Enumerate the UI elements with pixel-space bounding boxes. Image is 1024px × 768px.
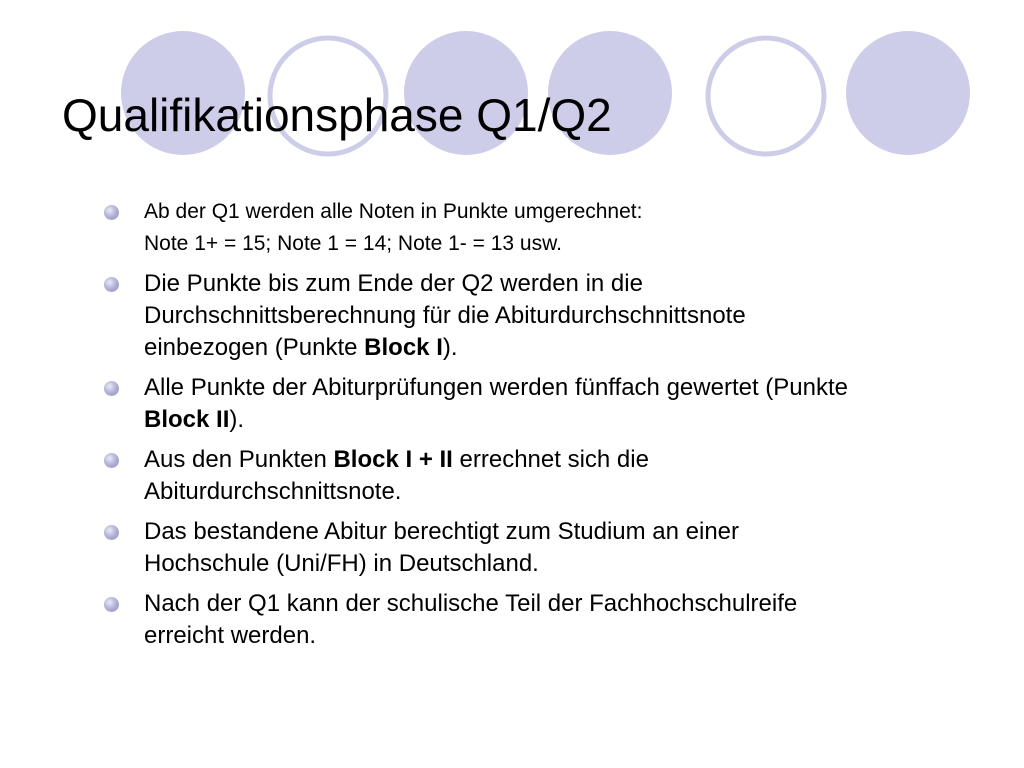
bullet-text: ). [229,406,245,433]
bold-term: Block II [144,406,230,433]
bullet-text: einbezogen (Punkte [144,334,365,361]
bullet-icon [104,205,119,220]
bold-term: Block I [364,334,443,361]
bullet-item [104,372,994,436]
bullet-text: errechnet sich die [452,446,649,473]
bullet-text: Nach der Q1 kann der schulische Teil der Fachhochschulreife [144,590,798,617]
bullet-item [104,588,994,652]
bullet-icon [104,277,119,292]
bullet-text: Ab der Q1 werden alle Noten in Punkte umgerechnet: [144,200,643,223]
bullet-icon [104,453,119,468]
bullet-text: Durchschnittsberechnung für die Abiturdurchschnittsnote [144,302,746,329]
bold-term: Block I + II [333,446,453,473]
bullet-item [104,268,994,364]
bullet-item [104,196,994,260]
bullet-item [104,516,994,580]
bullet-item [104,444,994,508]
bullet-text: Die Punkte bis zum Ende der Q2 werden in die [144,270,643,297]
bullet-icon [104,597,119,612]
bullet-text-line [144,404,994,436]
bullet-text: Aus den Punkten [144,446,334,473]
bullet-icon [104,381,119,396]
slide-title: Qualifikationsphase Q1/Q2 [62,89,612,141]
bullet-text: ). [442,334,458,361]
bullet-text: Alle Punkte der Abiturprüfungen werden fünffach gewertet (Punkte [144,374,849,401]
bullet-text: erreicht werden. [144,622,317,649]
bullet-text-line [144,444,994,476]
bullet-icon [104,525,119,540]
bullet-text: Hochschule (Uni/FH) in Deutschland. [144,550,539,577]
ring-circle [708,38,824,154]
bullet-text: Das bestandene Abitur berechtigt zum Studium an einer [144,518,740,545]
bullet-text: Abiturdurchschnittsnote. [144,478,402,505]
decorative-circles [0,0,1024,170]
bullet-text-line [144,332,994,364]
filled-circle [846,31,970,155]
bullet-text: Note 1+ = 15; Note 1 = 14; Note 1- = 13 usw. [144,232,562,255]
bullet-list [104,196,994,660]
